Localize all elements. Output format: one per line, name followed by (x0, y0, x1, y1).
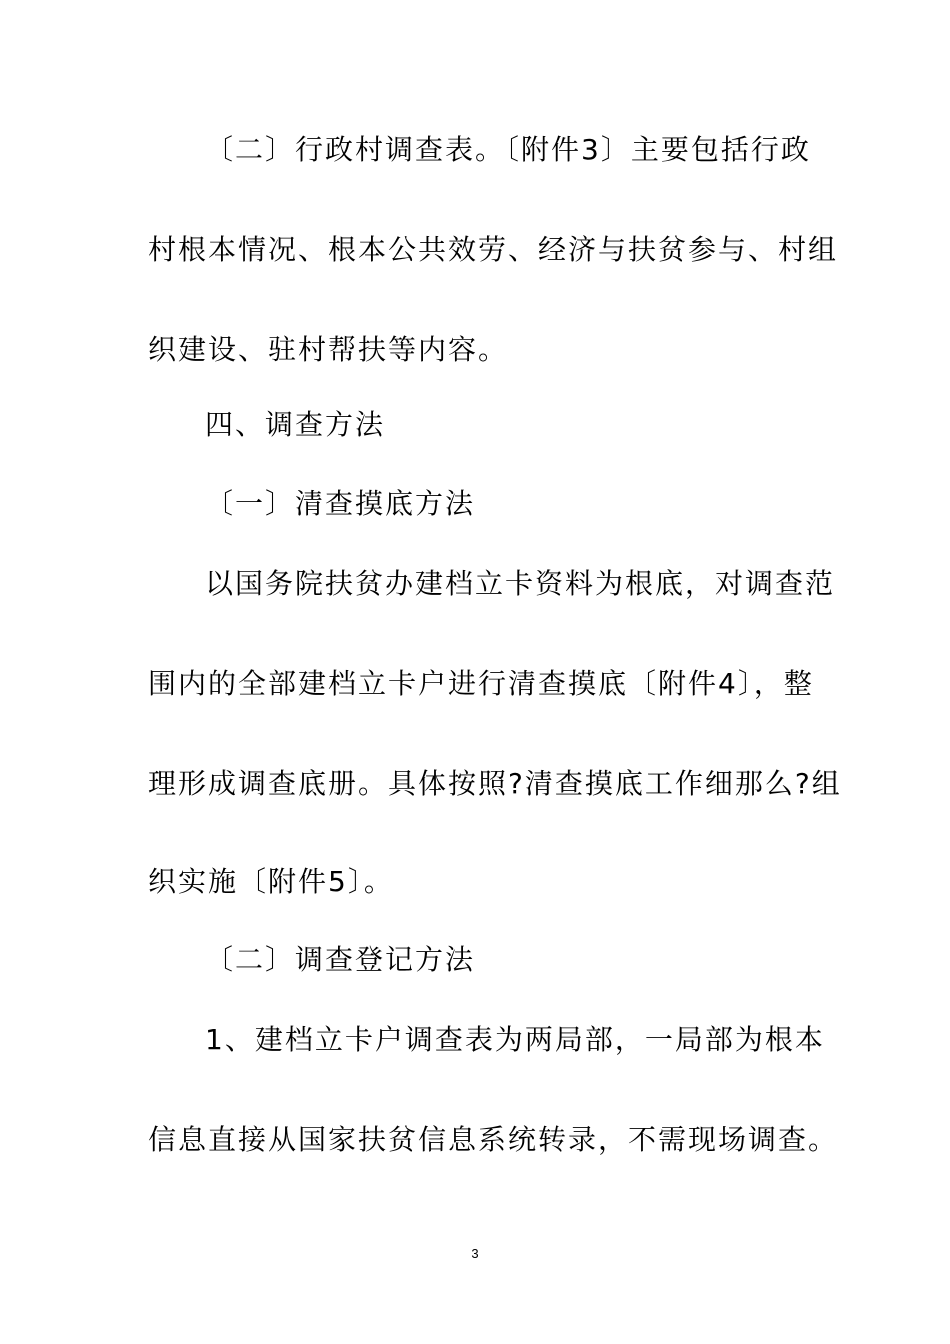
section-heading: 四、调查方法 (205, 408, 386, 441)
subsection-heading: 〔一〕清查摸底方法 (205, 487, 476, 520)
paragraph-line: 信息直接从国家扶贫信息系统转录，不需现场调查。 (148, 1123, 839, 1156)
paragraph-line: 织实施〔附件5〕。 (148, 865, 394, 898)
paragraph-line: 织建设、驻村帮扶等内容。 (148, 333, 509, 366)
paragraph-line: 理形成调查底册。具体按照?清查摸底工作细那么?组 (148, 767, 842, 800)
paragraph-line: 〔二〕行政村调查表。〔附件3〕主要包括行政 (205, 133, 811, 166)
paragraph-line: 围内的全部建档立卡户进行清查摸底〔附件4〕，整 (148, 667, 814, 700)
paragraph-line: 以国务院扶贫办建档立卡资料为根底，对调查范 (205, 567, 836, 600)
subsection-heading: 〔二〕调查登记方法 (205, 943, 476, 976)
paragraph-line: 村根本情况、根本公共效劳、经济与扶贫参与、村组 (148, 233, 839, 266)
paragraph-line: 1、建档立卡户调查表为两局部，一局部为根本 (205, 1023, 825, 1056)
page-number: 3 (471, 1246, 479, 1261)
